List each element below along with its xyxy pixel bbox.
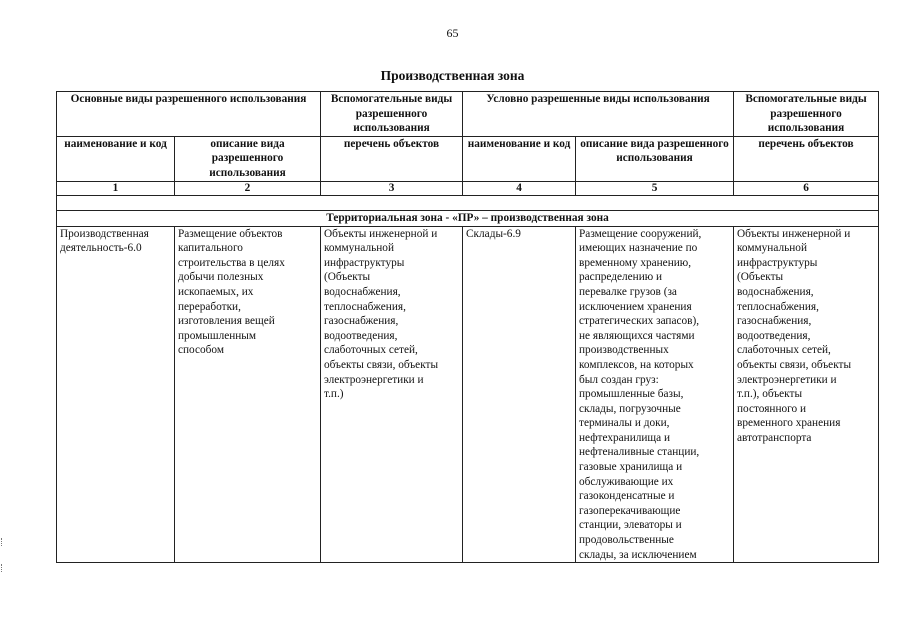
scan-edge-mark xyxy=(1,538,4,546)
column-number: 3 xyxy=(321,181,463,195)
cell-conditional-auxiliary-objects: Объекты инженерной и коммунальной инфраструктуры (Объекты водоснабжения, теплоснабжения, газоснабжения, водоотведения, слаботочных сетей, объекты связи, объекты электроэнергетики и т.п.), объекты постоянного и временного хранения автотранспорта xyxy=(734,226,879,563)
sub-header-object-list: перечень объектов xyxy=(321,136,463,181)
sub-header-description: описание вида разрешенного использования xyxy=(175,136,321,181)
zone-title-row xyxy=(57,210,879,226)
cell-use-description: Размещение объектов капитального строительства в целях добычи полезных ископаемых, их переработки, изготовления вещей промышленным способом xyxy=(175,226,321,563)
zone-title: Территориальная зона - «ПР» – производственная зона xyxy=(57,210,879,226)
table-row xyxy=(57,226,879,563)
spacer-cell xyxy=(57,195,879,210)
column-number: 2 xyxy=(175,181,321,195)
column-number-row xyxy=(57,181,879,195)
column-number: 1 xyxy=(57,181,175,195)
group-header-auxiliary-uses-2: Вспомогательные виды разрешенного использования xyxy=(734,92,879,137)
sub-header-row xyxy=(57,136,879,181)
cell-conditional-use-description: Размещение сооружений, имеющих назначение по временному хранению, распределению и перевалке грузов (за исключением хранения стратегических запасов), не являющихся частями производственных комплексов, на которых был создан груз: промышленные базы, склады, погрузочные терминалы и доки, нефтехранилища и нефтеналивные станции, газовые хранилища и обслуживающие их газоконденсатные и газоперекачивающие станции, элеваторы и продовольственные склады, за исключением xyxy=(576,226,734,563)
group-header-conditional-uses: Условно разрешенные виды использования xyxy=(463,92,734,137)
land-use-table xyxy=(56,91,879,563)
scan-edge-mark xyxy=(1,564,4,572)
sub-header-name-code: наименование и код xyxy=(57,136,175,181)
sub-header-object-list-2: перечень объектов xyxy=(734,136,879,181)
group-header-main-uses: Основные виды разрешенного использования xyxy=(57,92,321,137)
page-number: 65 xyxy=(446,26,459,40)
cell-use-name-code: Производственная деятельность-6.0 xyxy=(57,226,175,563)
spacer-row xyxy=(57,195,879,210)
page-title: Производственная зона xyxy=(380,68,525,83)
column-number: 6 xyxy=(734,181,879,195)
cell-conditional-use-name-code: Склады-6.9 xyxy=(463,226,576,563)
group-header-auxiliary-uses: Вспомогательные виды разрешенного использования xyxy=(321,92,463,137)
column-number: 4 xyxy=(463,181,576,195)
column-number: 5 xyxy=(576,181,734,195)
sub-header-name-code-2: наименование и код xyxy=(463,136,576,181)
group-header-row xyxy=(57,92,879,137)
cell-auxiliary-objects: Объекты инженерной и коммунальной инфраструктуры (Объекты водоснабжения, теплоснабжения, газоснабжения, водоотведения, слаботочных сетей, объекты связи, объекты электроэнергетики и т.п.) xyxy=(321,226,463,563)
sub-header-description-2: описание вида разрешенного использования xyxy=(576,136,734,181)
